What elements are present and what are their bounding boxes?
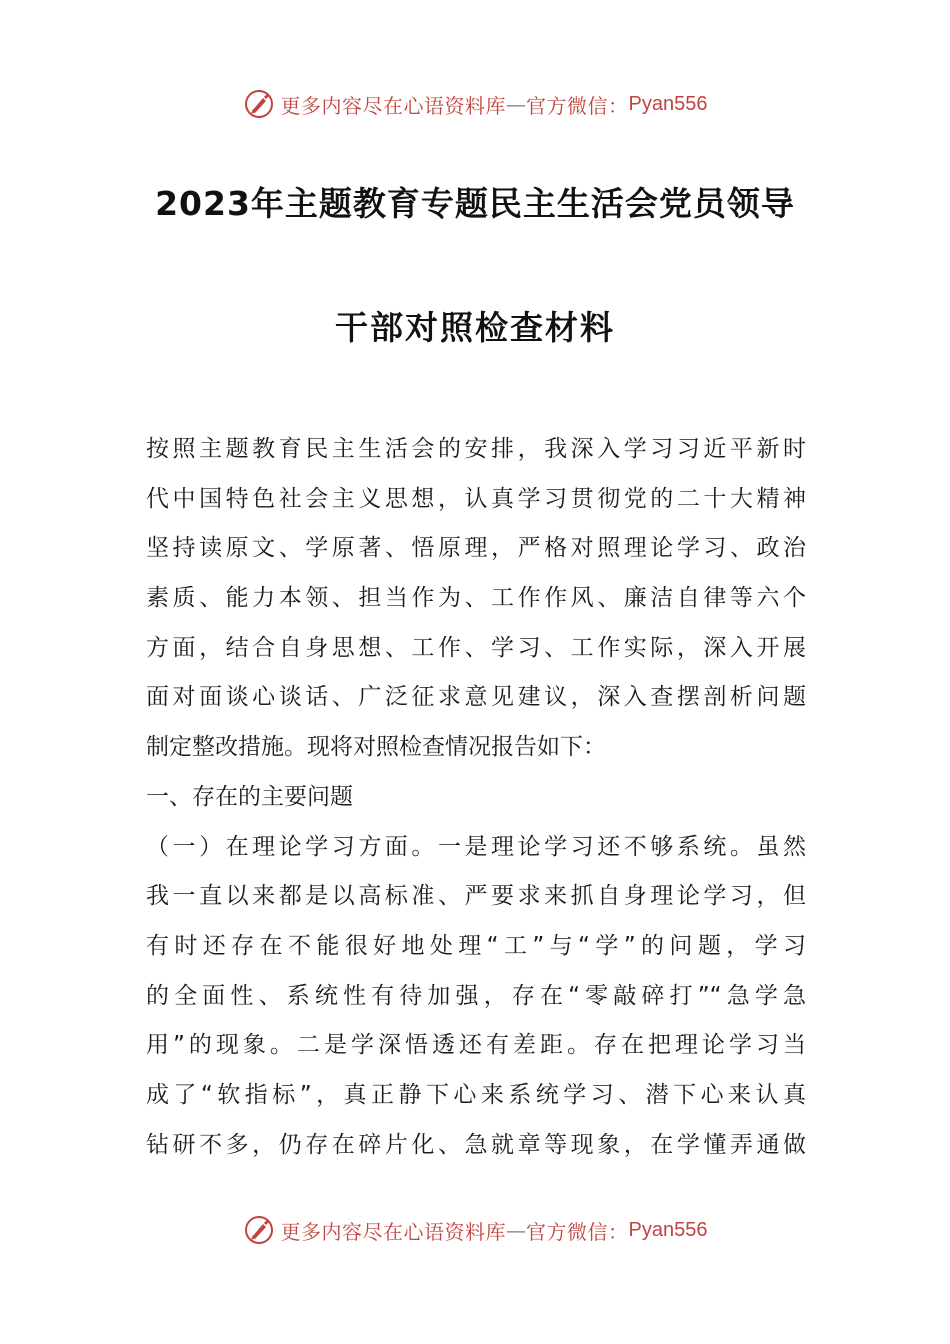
watermark-suffix: 官方微信： <box>526 93 629 118</box>
body-line: 我一直以来都是以高标准、严要求来抓自身理论学习，但 <box>146 883 806 910</box>
watermark-text: 更多内容尽在心语资料库 <box>280 93 507 118</box>
body-line: 用”的现象。二是学深悟透还有差距。存在把理论学习当 <box>146 1032 806 1059</box>
header-watermark <box>0 84 950 124</box>
watermark-wechat-id: Pyan556 <box>628 1218 708 1241</box>
watermark-suffix: 官方微信： <box>526 1219 629 1244</box>
watermark-wechat-id: Pyan556 <box>628 92 708 115</box>
body-line: 方面，结合自身思想、工作、学习、工作实际，深入开展 <box>146 634 806 661</box>
pen-nib-logo-icon <box>243 88 275 120</box>
footer-watermark <box>0 1210 950 1250</box>
body-line: 按照主题教育民主生活会的安排，我深入学习习近平新时 <box>146 436 806 462</box>
body-line: （一）在理论学习方面。一是理论学习还不够系统。虽然 <box>146 833 806 860</box>
body-line: 面对面谈心谈话、广泛征求意见建议，深入查摆剖析问题 <box>146 684 806 711</box>
body-line: 钻研不多，仍存在碎片化、急就章等现象，在学懂弄通做 <box>146 1131 806 1158</box>
body-line: 有时还存在不能很好地处理“工”与“学”的问题，学习 <box>146 932 806 959</box>
watermark-text: 更多内容尽在心语资料库 <box>280 1219 507 1244</box>
watermark-separator: — <box>506 1218 527 1242</box>
document-title-line-2: 干部对照检查材料 <box>335 308 615 347</box>
body-line: 素质、能力本领、担当作为、工作作风、廉洁自律等六个 <box>146 585 806 612</box>
body-line: 成了“软指标”，真正静下心来系统学习、潜下心来认真 <box>146 1081 806 1108</box>
body-line: 代中国特色社会主义思想，认真学习贯彻党的二十大精神 <box>146 485 806 512</box>
document-title-line-1: 2023年主题教育专题民主生活会党员领导 <box>155 184 795 223</box>
watermark-separator: — <box>506 92 527 116</box>
body-line: 坚持读原文、学原著、悟原理，严格对照理论学习、政治 <box>146 535 806 562</box>
document-body <box>146 425 806 1170</box>
body-line: 一、存在的主要问题 <box>146 783 353 810</box>
body-line: 制定整改措施。现将对照检查情况报告如下： <box>146 734 606 761</box>
pen-nib-logo-icon <box>243 1214 275 1246</box>
body-line: 的全面性、系统性有待加强，存在“零敲碎打”“急学急 <box>146 982 806 1009</box>
